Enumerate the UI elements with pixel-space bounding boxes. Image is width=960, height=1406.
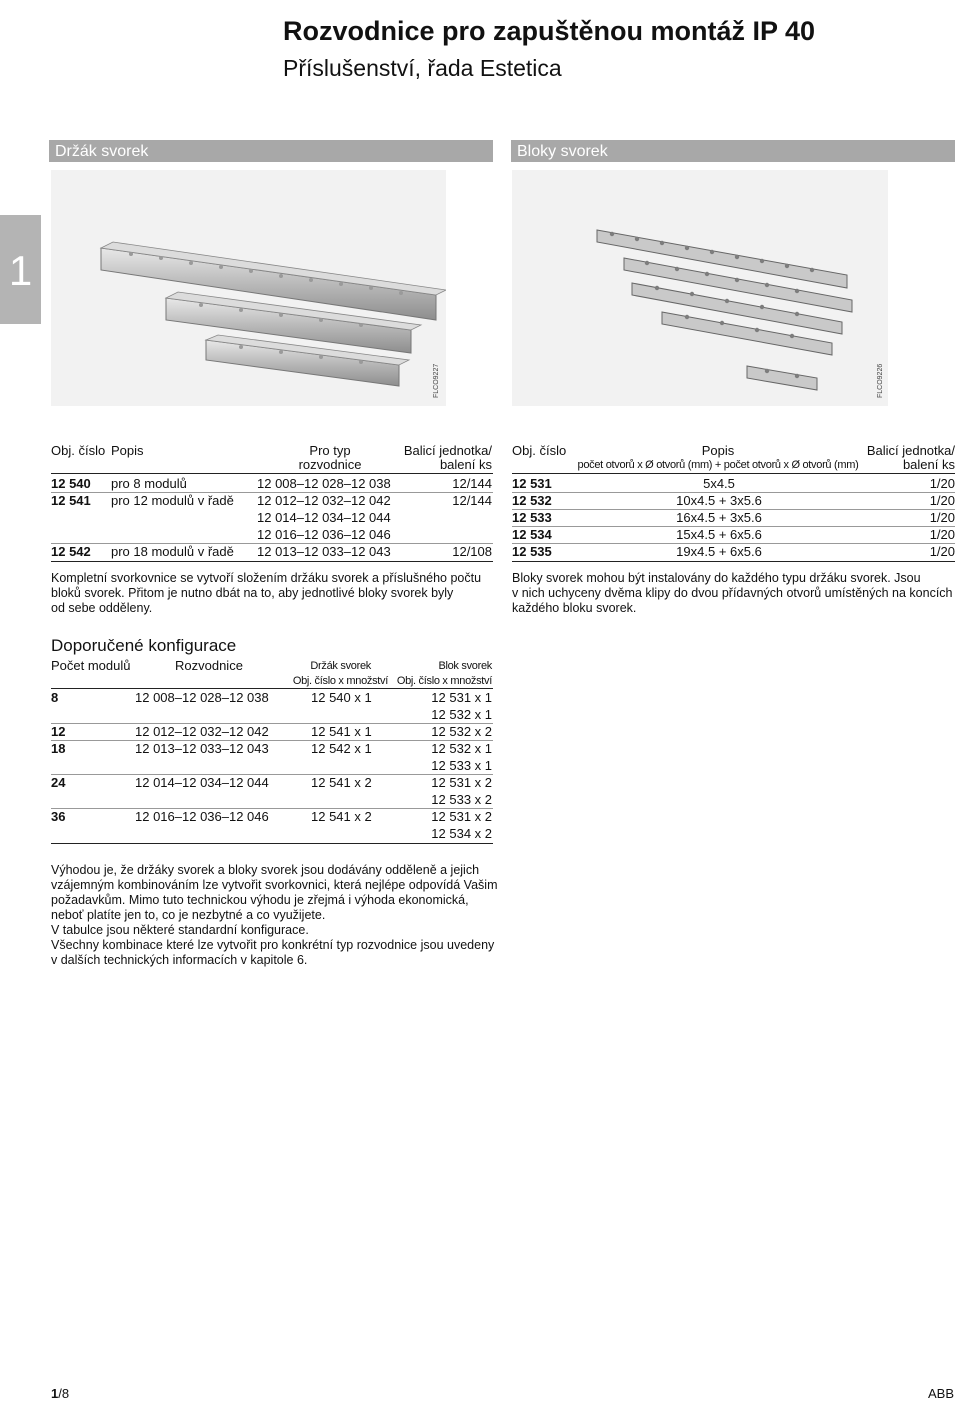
row-code: 12 531 (512, 476, 552, 491)
section-heading-terminal-holder: Držák svorek (49, 139, 493, 162)
terminal-blocks-note (512, 571, 953, 616)
config-col-panel: Rozvodnice (175, 658, 243, 673)
row-code: 12 532 (512, 493, 552, 508)
page-title: Rozvodnice pro zapuštěnou montáž IP 40 (283, 16, 816, 46)
note-line: od sebe odděleny. (51, 601, 153, 615)
row-pack: 1/20 (929, 493, 955, 508)
photo-code-right: FLCO9226 (877, 363, 884, 398)
config-col-blocks-sub: Obj. číslo x množství (396, 675, 492, 687)
config-panel: 12 014–12 034–12 044 (135, 775, 269, 790)
config-holder: 12 541 x 2 (311, 809, 372, 824)
row-pack: 1/20 (929, 476, 955, 491)
col-header-pack: Balicí jednotka/ (403, 443, 492, 458)
row-pack: 12/144 (452, 493, 492, 508)
row-code: 12 542 (51, 544, 91, 559)
config-modules: 24 (51, 775, 66, 790)
advantages-paragraph (51, 863, 497, 968)
page-subtitle: Příslušenství, řada Estetica (283, 55, 562, 81)
paragraph-line: V tabulce jsou některé standardní konfigurace. (51, 923, 309, 937)
row-type: 12 012–12 032–12 042 (257, 493, 391, 508)
photo-code-left: FLCO9227 (433, 363, 440, 398)
config-panel: 12 012–12 032–12 042 (135, 724, 269, 739)
note-line: Kompletní svorkovnice se vytvoří složením držáku svorek a příslušného počtu (51, 571, 482, 585)
note-line: bloků svorek. Přitom je nutno dbát na to, aby jednotlivé bloky svorek byly (51, 586, 454, 600)
table-rule (512, 473, 955, 474)
terminal-blocks-illustration (512, 170, 888, 406)
col-header-description: Popis (701, 443, 735, 458)
note-line: každého bloku svorek. (512, 601, 637, 615)
terminal-holder-illustration (51, 170, 446, 406)
row-description: 19x4.5 + 6x5.6 (676, 544, 762, 559)
row-description: 10x4.5 + 3x5.6 (676, 493, 762, 508)
brand-label: ABB (927, 1386, 954, 1401)
row-pack: 12/144 (452, 476, 492, 491)
col-header-pack-2: balení ks (902, 457, 955, 472)
terminal-blocks-photo (512, 170, 888, 406)
row-description: pro 18 modulů v řadě (111, 544, 234, 559)
row-code: 12 533 (512, 510, 552, 525)
col-header-code: Obj. číslo (51, 443, 106, 458)
config-panel: 12 008–12 028–12 038 (135, 690, 269, 705)
chapter-number: 1 (8, 247, 33, 294)
chapter-tab (0, 215, 41, 324)
col-header-pack-2: balení ks (439, 457, 492, 472)
paragraph-line: Výhodou je, že držáky svorek a bloky svorek jsou dodávány odděleně a jejich (51, 863, 480, 877)
section-heading-terminal-blocks: Bloky svorek (511, 139, 955, 162)
row-description: pro 12 modulů v řadě (111, 493, 234, 508)
config-col-holder-sub: Obj. číslo x množství (292, 675, 388, 687)
table-rule (51, 561, 493, 562)
config-panel: 12 016–12 036–12 046 (135, 809, 269, 824)
col-header-type: Pro typ (309, 443, 351, 458)
row-description: 5x4.5 (703, 476, 735, 491)
paragraph-line: požadavkům. Mimo tuto technickou výhodu je zřejmá i výhoda ekonomická, (51, 893, 469, 907)
config-block: 12 534 x 2 (431, 826, 492, 841)
note-line: v nich uchyceny dvěma klipy do dvou přídavných otvorů umístěných na koncích (512, 586, 953, 600)
config-holder: 12 541 x 2 (311, 775, 372, 790)
config-block: 12 532 x 1 (431, 741, 492, 756)
paragraph-line: v dalších technických informacích v kapitole 6. (51, 953, 308, 967)
page-number (51, 1386, 69, 1401)
config-modules: 8 (51, 690, 59, 705)
config-block: 12 533 x 1 (431, 758, 492, 773)
row-code: 12 541 (51, 493, 91, 508)
config-title: Doporučené konfigurace (51, 636, 237, 655)
config-col-blocks: Blok svorek (438, 660, 492, 672)
row-pack: 1/20 (929, 510, 955, 525)
config-block: 12 532 x 2 (431, 724, 492, 739)
row-type: 12 013–12 033–12 043 (257, 544, 391, 559)
row-type: 12 014–12 034–12 044 (257, 510, 391, 525)
config-block: 12 532 x 1 (431, 707, 492, 722)
terminal-holder-note (51, 571, 481, 616)
table-rule (51, 473, 493, 474)
row-code: 12 540 (51, 476, 91, 491)
config-holder: 12 542 x 1 (311, 741, 372, 756)
config-modules: 18 (51, 741, 66, 756)
terminal-holder-photo (51, 170, 446, 406)
row-description: 16x4.5 + 3x5.6 (676, 510, 762, 525)
paragraph-line: Všechny kombinace které lze vytvořit pro konkrétní typ rozvodnice jsou uvedeny (51, 938, 495, 952)
col-header-pack: Balicí jednotka/ (866, 443, 955, 458)
col-header-description-2: počet otvorů x Ø otvorů (mm) + počet otvorů x Ø otvorů (mm) (577, 459, 859, 471)
col-header-description: Popis (111, 443, 144, 458)
table-rule (512, 561, 955, 562)
col-header-code: Obj. číslo (512, 443, 567, 458)
row-pack: 12/108 (452, 544, 492, 559)
page-number-chapter: 1 (51, 1386, 59, 1401)
note-line: Bloky svorek mohou být instalovány do každého typu držáku svorek. Jsou (512, 571, 921, 585)
row-type: 12 016–12 036–12 046 (257, 527, 391, 542)
config-panel: 12 013–12 033–12 043 (135, 741, 269, 756)
row-description: 15x4.5 + 6x5.6 (676, 527, 762, 542)
paragraph-line: vzájemným kombinováním lze vytvořit svorkovnici, která nejlépe odpovídá Vašim (51, 878, 498, 892)
config-col-holder: Držák svorek (310, 660, 371, 672)
paragraph-line: neboť platíte jen to, co je nezbytné a co využijete. (51, 908, 326, 922)
row-type: 12 008–12 028–12 038 (257, 476, 391, 491)
col-header-type-2: rozvodnice (298, 457, 362, 472)
row-pack: 1/20 (929, 544, 955, 559)
row-code: 12 535 (512, 544, 552, 559)
row-description: pro 8 modulů (111, 476, 187, 491)
config-block: 12 533 x 2 (431, 792, 492, 807)
config-block: 12 531 x 1 (431, 690, 492, 705)
table-rule (51, 843, 493, 844)
config-block: 12 531 x 2 (431, 775, 492, 790)
row-code: 12 534 (512, 527, 552, 542)
config-modules: 36 (51, 809, 66, 824)
config-holder: 12 541 x 1 (311, 724, 372, 739)
page-number-page: /8 (58, 1386, 70, 1401)
config-col-modules: Počet modulů (51, 658, 131, 673)
config-block: 12 531 x 2 (431, 809, 492, 824)
config-holder: 12 540 x 1 (311, 690, 372, 705)
row-pack: 1/20 (929, 527, 955, 542)
config-modules: 12 (51, 724, 66, 739)
